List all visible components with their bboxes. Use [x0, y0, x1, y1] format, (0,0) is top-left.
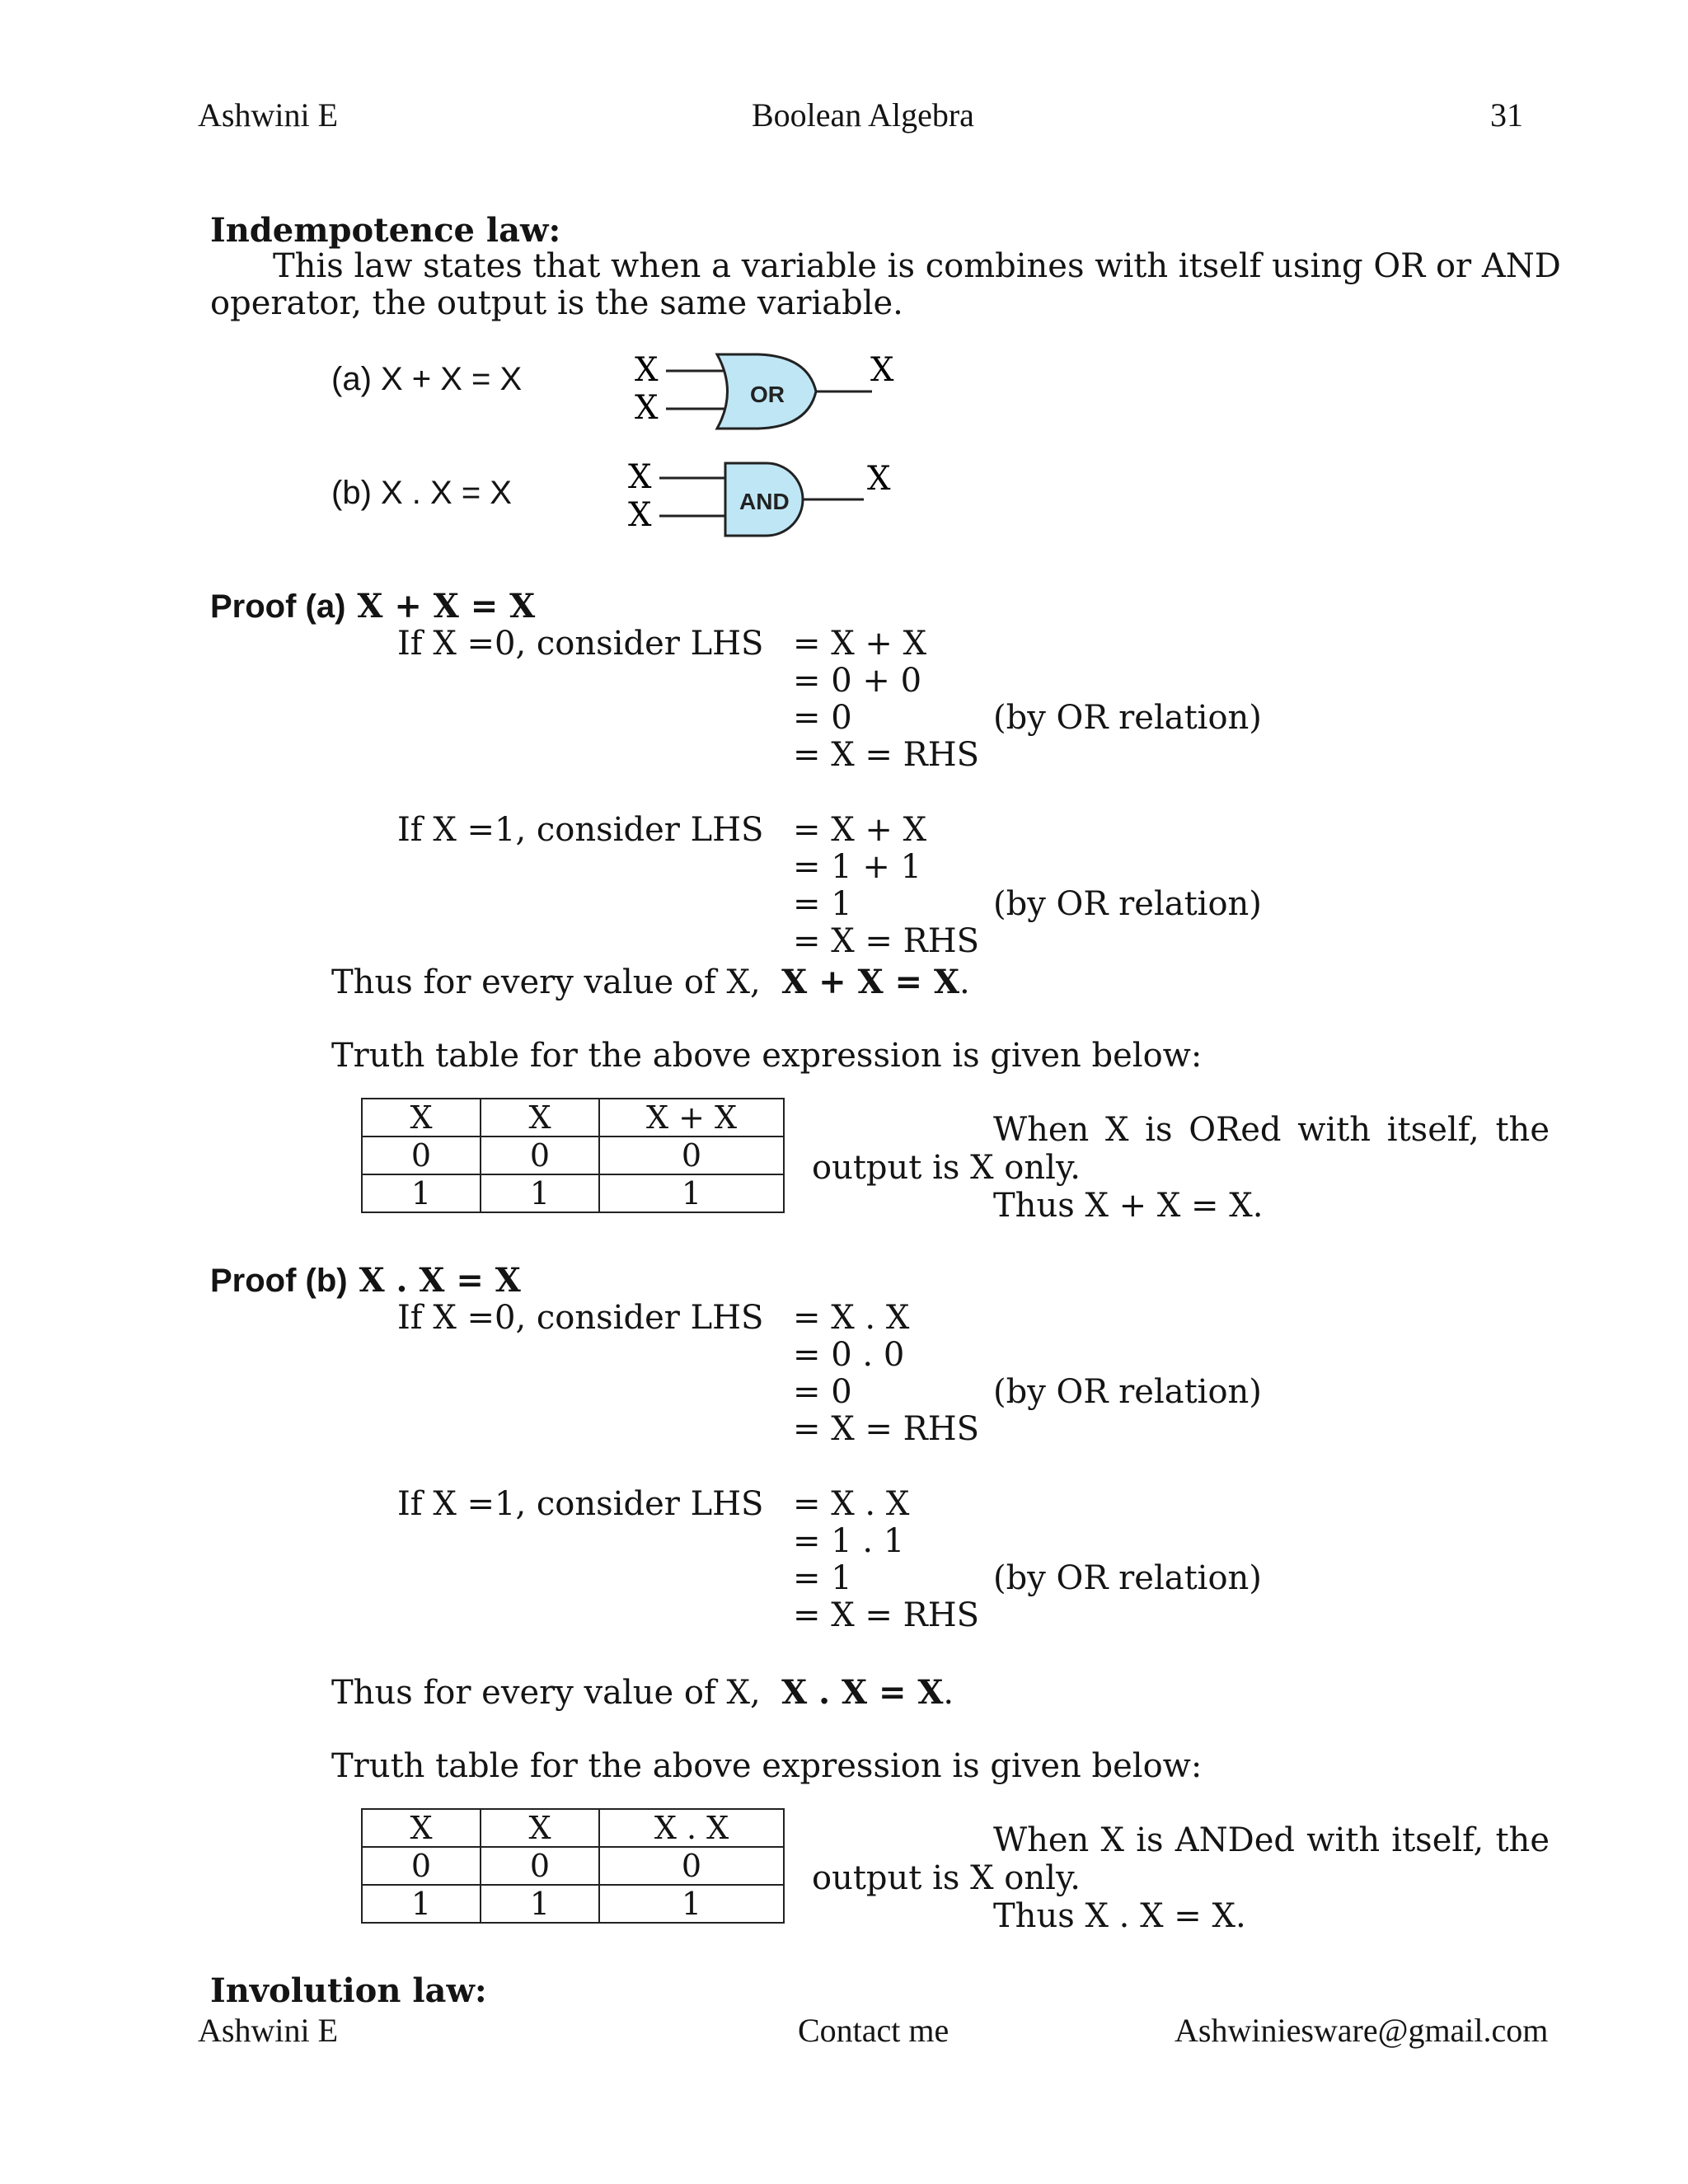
proof-a-truth-table — [361, 1098, 785, 1213]
proof-b-case1-step1: = X . X — [793, 1485, 910, 1523]
table-cell: 1 — [362, 1885, 481, 1923]
table-cell: 0 — [599, 1847, 784, 1885]
table-header-cell: X — [362, 1099, 481, 1137]
table-cell: 0 — [481, 1847, 599, 1885]
proof-a-conclusion — [331, 963, 970, 1001]
table-row — [362, 1137, 784, 1174]
table-cell: 1 — [599, 1174, 784, 1212]
table-header-cell: X . X — [599, 1809, 784, 1847]
proof-a-case1-step3: = 1 — [793, 885, 852, 923]
equation-b: (b) X . X = X — [331, 475, 512, 511]
table-header-cell: X — [362, 1809, 481, 1847]
proof-b-case1-step3: = 1 — [793, 1559, 852, 1597]
proof-a-side-line1: When X is ORed with itself, the — [993, 1111, 1550, 1149]
proof-b-truth-intro: Truth table for the above expression is given below: — [331, 1747, 1203, 1785]
table-header-cell: X — [481, 1099, 599, 1137]
proof-a-expression: X + X = X — [357, 587, 536, 626]
table-header-row — [362, 1099, 784, 1137]
proof-a-side-line3: Thus X + X = X. — [993, 1187, 1264, 1225]
table-row — [362, 1885, 784, 1923]
proof-a-case0-step1: = X + X — [793, 625, 927, 663]
header-title: Boolean Algebra — [752, 96, 974, 134]
proof-a-conclusion-expression: X + X = X — [781, 963, 960, 1001]
proof-b-case1-note: (by OR relation) — [993, 1559, 1262, 1597]
header-author: Ashwini E — [198, 96, 338, 134]
or-input1-label: X — [635, 351, 659, 389]
or-gate-label: OR — [750, 382, 785, 407]
proof-b-case0-condition: If X =0, consider LHS — [397, 1299, 764, 1337]
proof-a-case0-step3: = 0 — [793, 699, 852, 737]
proof-b-conclusion-expression: X . X = X — [781, 1673, 944, 1712]
proof-b-case0-note: (by OR relation) — [993, 1373, 1262, 1411]
idempotence-description-line1: This law states that when a variable is combines with itself using OR or AND — [273, 247, 1561, 285]
proof-a-case0-note: (by OR relation) — [993, 699, 1262, 737]
proof-a-prefix: Proof (a) — [210, 588, 346, 625]
proof-a-case0-step2: = 0 + 0 — [793, 662, 922, 700]
table-cell: 0 — [362, 1847, 481, 1885]
footer-author: Ashwini E — [198, 2012, 338, 2049]
table-cell: 1 — [481, 1174, 599, 1212]
idempotence-heading: Indempotence law: — [210, 211, 561, 250]
proof-b-conclusion-end: . — [943, 1674, 954, 1712]
proof-b-heading — [210, 1261, 521, 1300]
footer-contact: Contact me — [798, 2012, 950, 2049]
proof-a-case0-condition: If X =0, consider LHS — [397, 625, 764, 663]
proof-b-case1-condition: If X =1, consider LHS — [397, 1485, 764, 1523]
proof-b-side-line1: When X is ANDed with itself, the — [993, 1821, 1550, 1859]
proof-a-case1-step4: = X = RHS — [793, 922, 980, 960]
proof-b-case0-step2: = 0 . 0 — [793, 1336, 905, 1374]
proof-b-case1-step2: = 1 . 1 — [793, 1522, 905, 1560]
table-cell: 1 — [481, 1885, 599, 1923]
table-row — [362, 1847, 784, 1885]
proof-a-truth-intro: Truth table for the above expression is given below: — [331, 1037, 1203, 1075]
proof-b-expression: X . X = X — [359, 1261, 521, 1300]
table-header-row — [362, 1809, 784, 1847]
proof-b-case1-step4: = X = RHS — [793, 1596, 980, 1634]
page-number: 31 — [1490, 96, 1523, 134]
involution-heading: Involution law: — [210, 1971, 487, 2010]
and-input2-label: X — [628, 496, 652, 534]
equation-a: (a) X + X = X — [331, 361, 523, 397]
proof-b-case0-step3: = 0 — [793, 1373, 852, 1411]
proof-a-case0-step4: = X = RHS — [793, 736, 980, 774]
table-cell: 0 — [481, 1137, 599, 1174]
proof-b-side-line3: Thus X . X = X. — [993, 1897, 1246, 1935]
proof-b-truth-table — [361, 1808, 785, 1924]
proof-a-heading — [210, 587, 535, 626]
proof-b-conclusion — [331, 1673, 954, 1712]
table-header-cell: X — [481, 1809, 599, 1847]
and-output-label: X — [867, 460, 891, 498]
and-input1-label: X — [628, 458, 652, 496]
and-gate-diagram — [628, 458, 948, 557]
proof-a-conclusion-prefix: Thus for every value of X, — [331, 963, 761, 1001]
table-header-cell: X + X — [599, 1099, 784, 1137]
proof-a-conclusion-end: . — [959, 963, 970, 1001]
proof-a-side-line2: output is X only. — [812, 1149, 1081, 1187]
proof-b-prefix: Proof (b) — [210, 1263, 348, 1299]
proof-a-case1-step2: = 1 + 1 — [793, 848, 922, 886]
idempotence-description-line2: operator, the output is the same variable. — [210, 284, 903, 322]
table-cell: 0 — [599, 1137, 784, 1174]
and-gate-label: AND — [739, 489, 790, 514]
proof-b-side-line2: output is X only. — [812, 1859, 1081, 1897]
proof-a-case1-step1: = X + X — [793, 811, 927, 849]
table-cell: 1 — [362, 1174, 481, 1212]
or-output-label: X — [870, 351, 894, 389]
footer-email: Ashwiniesware@gmail.com — [1175, 2012, 1549, 2049]
or-input2-label: X — [635, 389, 659, 427]
table-cell: 0 — [362, 1137, 481, 1174]
proof-a-case1-note: (by OR relation) — [993, 885, 1262, 923]
proof-a-case1-condition: If X =1, consider LHS — [397, 811, 764, 849]
proof-b-case0-step1: = X . X — [793, 1299, 910, 1337]
table-row — [362, 1174, 784, 1212]
table-cell: 1 — [599, 1885, 784, 1923]
proof-b-case0-step4: = X = RHS — [793, 1410, 980, 1448]
proof-b-conclusion-prefix: Thus for every value of X, — [331, 1674, 761, 1712]
or-gate-diagram — [635, 346, 948, 445]
